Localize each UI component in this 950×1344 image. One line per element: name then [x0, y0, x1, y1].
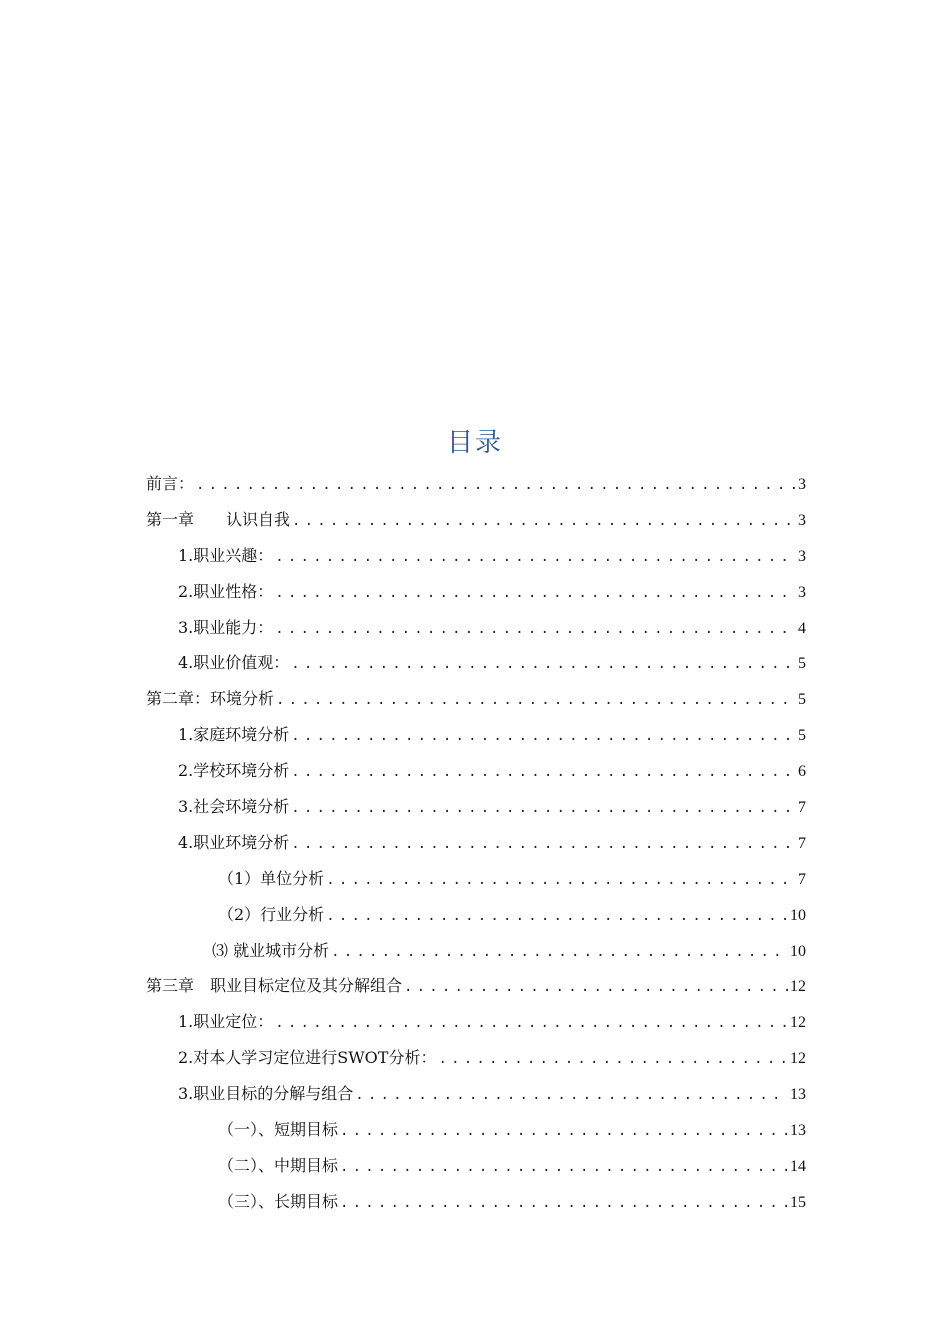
toc-entry[interactable]	[146, 466, 806, 502]
dot-leader	[292, 504, 796, 540]
toc-entry-text: 第二章：环境分析	[146, 689, 275, 709]
toc-entry-page: 5	[798, 727, 806, 745]
toc-entry-text: （2）行业分析	[218, 904, 325, 924]
toc-entry-text: ⑶ 就业城市分析	[212, 940, 330, 960]
toc-entry[interactable]	[146, 1184, 806, 1220]
toc-title: 目录	[446, 428, 503, 458]
toc-entry-text: 2.学校环境分析	[178, 761, 290, 781]
dot-leader	[275, 540, 796, 576]
toc-entry[interactable]	[146, 825, 806, 861]
toc-entry-page: 3	[798, 583, 806, 601]
toc-entry[interactable]	[146, 897, 806, 933]
dot-leader	[291, 791, 796, 827]
toc-entry-page: 12	[790, 1050, 806, 1068]
toc-entry-page: 12	[790, 1014, 806, 1032]
toc-entry[interactable]	[146, 538, 806, 574]
toc-entry[interactable]	[146, 645, 806, 681]
toc-entry[interactable]	[146, 502, 806, 538]
dot-leader	[326, 863, 796, 899]
toc-entry-text: 2.对本人学习定位进行SWOT分析：	[178, 1048, 437, 1068]
dot-leader	[331, 935, 788, 971]
toc-entry-page: 14	[790, 1157, 806, 1175]
toc-entry-text: 第一章 认识自我	[146, 509, 291, 529]
toc-entry-text: 2.职业性格：	[178, 581, 274, 601]
toc-entry-text: 1.职业定位：	[178, 1012, 274, 1032]
dot-leader	[340, 1186, 788, 1222]
toc-entry-text: 3.职业能力：	[178, 617, 274, 637]
toc-entry-page: 13	[790, 1122, 806, 1140]
table-of-contents	[146, 466, 806, 1220]
toc-entry[interactable]	[146, 574, 806, 610]
toc-entry-page: 3	[798, 511, 806, 529]
toc-entry[interactable]	[146, 861, 806, 897]
toc-entry-page: 13	[790, 1086, 806, 1104]
dot-leader	[275, 612, 796, 648]
dot-leader	[276, 683, 796, 719]
toc-entry-text: （1）单位分析	[218, 868, 325, 888]
toc-entry[interactable]	[146, 968, 806, 1004]
dot-leader	[340, 1114, 788, 1150]
toc-entry-text: （三）、长期目标	[218, 1191, 339, 1211]
toc-entry-text: 1.家庭环境分析	[178, 725, 290, 745]
dot-leader	[275, 576, 796, 612]
toc-entry[interactable]	[146, 1148, 806, 1184]
toc-entry-page: 12	[790, 978, 806, 996]
toc-entry-page: 5	[798, 691, 806, 709]
toc-entry-page: 10	[790, 906, 806, 924]
toc-entry[interactable]	[146, 1040, 806, 1076]
toc-entry-page: 3	[798, 547, 806, 565]
toc-entry-page: 7	[798, 799, 806, 817]
toc-entry-text: 3.社会环境分析	[178, 797, 290, 817]
toc-entry-page: 4	[798, 619, 806, 637]
toc-entry-text: 1.职业兴趣：	[178, 545, 274, 565]
toc-entry[interactable]	[146, 681, 806, 717]
toc-entry-text: 第三章 职业目标定位及其分解组合	[146, 976, 403, 996]
toc-entry[interactable]	[146, 933, 806, 969]
toc-entry-text: 3.职业目标的分解与组合	[178, 1084, 354, 1104]
toc-entry-page: 15	[790, 1193, 806, 1211]
toc-entry-text: 4.职业价值观：	[178, 653, 290, 673]
dot-leader	[326, 899, 788, 935]
toc-entry[interactable]	[146, 610, 806, 646]
toc-entry[interactable]	[146, 753, 806, 789]
toc-entry-text: （一）、短期目标	[218, 1120, 339, 1140]
toc-entry-text: 4.职业环境分析	[178, 832, 290, 852]
toc-entry-page: 6	[798, 763, 806, 781]
toc-entry[interactable]	[146, 717, 806, 753]
toc-entry[interactable]	[146, 789, 806, 825]
toc-entry[interactable]	[146, 1112, 806, 1148]
toc-entry-page: 3	[798, 476, 806, 493]
dot-leader	[291, 827, 796, 863]
dot-leader	[291, 647, 796, 683]
toc-entry-page: 10	[790, 942, 806, 960]
dot-leader	[438, 1042, 788, 1078]
dot-leader	[404, 970, 788, 1006]
toc-entry[interactable]	[146, 1076, 806, 1112]
toc-entry-page: 7	[798, 870, 806, 888]
dot-leader	[196, 468, 796, 504]
toc-entry-page: 7	[798, 834, 806, 852]
dot-leader	[355, 1078, 788, 1114]
dot-leader	[291, 719, 796, 755]
toc-entry[interactable]	[146, 1004, 806, 1040]
dot-leader	[340, 1150, 788, 1186]
dot-leader	[275, 1006, 788, 1042]
toc-entry-text: 前言：	[146, 474, 195, 493]
dot-leader	[291, 755, 796, 791]
toc-entry-text: （二）、中期目标	[218, 1155, 339, 1175]
toc-entry-page: 5	[798, 655, 806, 673]
